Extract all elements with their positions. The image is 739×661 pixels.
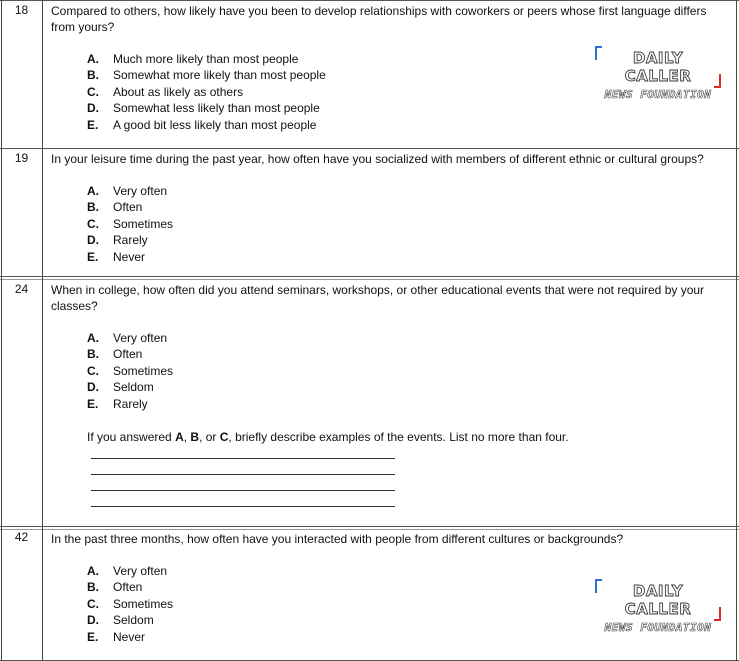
- question-24-block: [0, 276, 739, 526]
- option-c: C. Sometimes: [87, 363, 174, 378]
- option-a: A. Very often: [87, 331, 168, 345]
- options-list: [87, 563, 173, 645]
- option-b: B. Somewhat more likely than most people: [87, 68, 326, 83]
- option-d: D. Seldom: [87, 613, 154, 628]
- option-b: B. Often: [87, 347, 143, 362]
- option-d: D. Seldom: [87, 380, 154, 395]
- option-e: E. Rarely: [87, 396, 148, 411]
- option-c: C. Sometimes: [87, 596, 174, 611]
- daily-caller-logo: DAILY CALLER NEWS FOUNDATION: [598, 49, 718, 101]
- option-c: C. About as likely as others: [87, 84, 244, 99]
- question-text: In your leisure time during the past year, how often have you socialized with members of different ethnic or cultural groups?: [51, 152, 704, 166]
- question-number: 18: [14, 3, 29, 17]
- options-list: [87, 330, 173, 412]
- question-text: Compared to others, how likely have you been to develop relationships with coworkers or peers whose first language differs from yours?: [51, 4, 707, 34]
- question-text: In the past three months, how often have you interacted with people from different cultures or backgrounds?: [51, 532, 624, 546]
- option-b: B. Often: [87, 200, 143, 215]
- question-42-block: [0, 526, 739, 661]
- option-a: A. Very often: [87, 184, 168, 198]
- question-number: 19: [14, 151, 29, 165]
- question-number: 42: [14, 530, 29, 544]
- option-c: C. Sometimes: [87, 216, 174, 231]
- answer-blank-line[interactable]: [91, 490, 395, 491]
- question-text: When in college, how often did you attend seminars, workshops, or other educational events that were not required by your classes?: [51, 283, 705, 313]
- answer-blank-line[interactable]: [91, 458, 395, 459]
- option-a: A. Very often: [87, 564, 168, 578]
- option-e: E. Never: [87, 249, 146, 264]
- options-list: [87, 51, 326, 133]
- daily-caller-logo: DAILY CALLER NEWS FOUNDATION: [598, 582, 718, 634]
- option-e: E. Never: [87, 629, 146, 644]
- options-list: [87, 183, 173, 265]
- question-19-block: [0, 148, 739, 276]
- followup-instruction: If you answered A, B, or C, briefly describe examples of the events. List no more than four.: [87, 430, 569, 444]
- option-d: D. Somewhat less likely than most people: [87, 101, 320, 116]
- option-d: D. Rarely: [87, 233, 148, 248]
- answer-blank-line[interactable]: [91, 474, 395, 475]
- question-18-block: [0, 0, 739, 148]
- option-a: A. Much more likely than most people: [87, 52, 299, 66]
- question-number: 24: [14, 282, 29, 296]
- option-b: B. Often: [87, 580, 143, 595]
- option-e: E. A good bit less likely than most people: [87, 117, 317, 132]
- answer-blank-line[interactable]: [91, 506, 395, 507]
